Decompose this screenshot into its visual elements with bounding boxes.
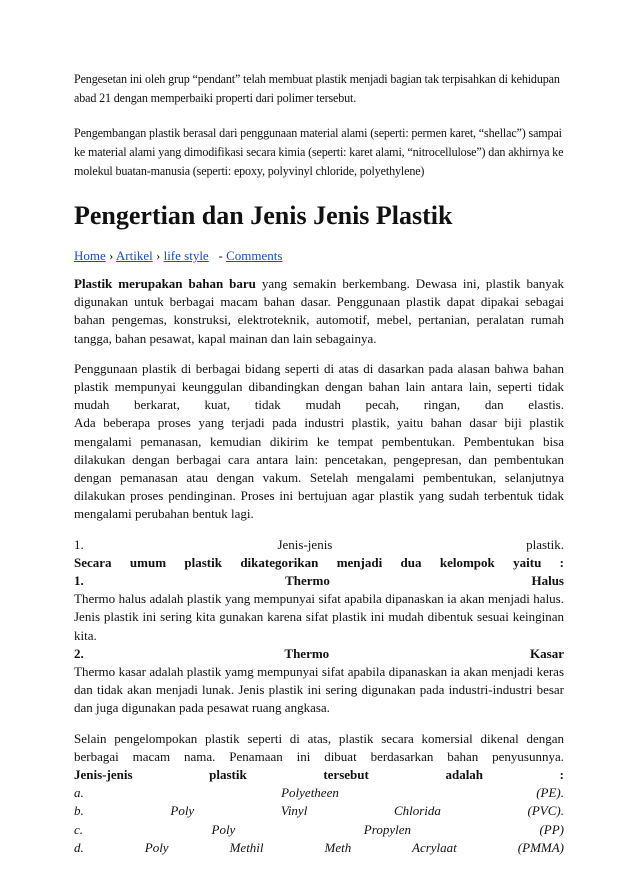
article-body xyxy=(74,275,564,869)
thermo-kasar-heading: 2. Thermo Kasar xyxy=(74,645,564,661)
paragraph-text: yang semakin berkembang. Dewasa ini, plastik banyak digunakan untuk berbagai macam bahan dasar. Penggunaan plastik dapat dipakai sebagai bahan pengemas, konstruksi, elektroteknik, automotif, mebel, pertanian, peralatan rumah tangga, bahan pesawat, kapal mainan dan lain sebagainya. xyxy=(74,276,564,346)
intro-paragraph-1: Pengesetan ini oleh grup “pendant” telah membuat plastik menjadi bagian tak terpisahkan di kehidupan abad 21 dengan memperbaiki properti dari polimer tersebut. xyxy=(74,72,560,105)
plastic-list-heading: Jenis-jenis plastik tersebut adalah : xyxy=(74,767,564,783)
categories-intro-line: Secara umum plastik dikategorikan menjadi dua kelompok yaitu : xyxy=(74,554,564,570)
paragraph-text: Ada beberapa proses yang terjadi pada industri plastik, yaitu bahan dasar biji plastik mengalami pemanasan, kemudian dikirim ke tempat pembentukan. Pembentukan bisa dilakukan dengan berbagai cara antara lain: pencetakan, pengepresan, dan pembentukan dengan pemanasan atau dengan vakum. Setelah mengalami pembentukan, selanjutnya dilakukan proses pendinginan. Proses ini bertujuan agar plastik yang sudah terbentuk tidak mengalami perubahan bentuk lagi. xyxy=(74,415,564,522)
lead-bold-text: Plastik merupakan bahan baru xyxy=(74,276,256,291)
breadcrumb xyxy=(74,247,282,265)
breadcrumb-separator: › xyxy=(105,248,116,263)
commercial-names-section xyxy=(74,730,564,857)
thermo-halus-heading: 1. Thermo Halus xyxy=(74,573,564,589)
types-heading-line: 1. Jenis-jenis plastik. xyxy=(74,536,564,552)
article-paragraph-2 xyxy=(74,360,564,524)
article-paragraph-1 xyxy=(74,275,564,348)
comments-link[interactable]: Comments xyxy=(226,248,283,263)
breadcrumb-separator: › xyxy=(152,248,164,263)
breadcrumb-artikel-link[interactable]: Artikel xyxy=(115,248,153,263)
list-item: a. Polyetheen (PE). xyxy=(74,785,564,801)
thermo-halus-text: Thermo halus adalah plastik yang mempunyai sifat apabila dipanaskan ia akan menjadi halus. Jenis plastik ini sering kita gunakan karena sifat plastik ini mudah dibentuk sesuai keinginan kita. xyxy=(74,591,564,643)
intro-section xyxy=(74,70,564,197)
list-item: c. Poly Propylen (PP) xyxy=(74,821,564,837)
list-item: b. Poly Vinyl Chlorida (PVC). xyxy=(74,803,564,819)
thermo-kasar-text: Thermo kasar adalah plastik yamg mempunyai sifat apabila dipanaskan ia akan menjadi keras dan tidak akan menjadi lunak. Jenis plastik ini sering digunakan pada industri-industri besar dan juga digunakan pada pesawat ruang angkasa. xyxy=(74,664,564,716)
breadcrumb-dash: - xyxy=(208,248,227,263)
breadcrumb-life-style-link[interactable]: life style xyxy=(163,248,209,263)
intro-paragraph-2: Pengembangan plastik berasal dari penggunaan material alami (seperti: permen karet, “shellac”) sampai ke material alami yang dimodifikasi secara kimia (seperti: karet alami, “nitrocellulose”) dan akhirnya ke molekul buatan-manusia (seperti: epoxy, polyvinyl chloride, polyethylene) xyxy=(74,126,564,178)
breadcrumb-home-link[interactable]: Home xyxy=(74,248,106,263)
paragraph-text: Penggunaan plastik di berbagai bidang seperti di atas di dasarkan pada alasan bahwa bahan plastik mempunyai keunggulan dibandingkan dengan bahan lain antara lain, seperti tidak mudah berkarat, kuat, tidak mudah pecah, ringan, dan elastis. xyxy=(74,360,564,413)
plastic-types-section xyxy=(74,536,564,718)
list-item: d. Poly Methil Meth Acrylaat (PMMA) xyxy=(74,839,564,855)
article-title: Pengertian dan Jenis Jenis Plastik xyxy=(74,201,453,230)
commercial-names-text: Selain pengelompokan plastik seperti di atas, plastik secara komersial dikenal dengan berbagai macam nama. Penamaan ini dibuat berdasarkan bahan penyusunnya. xyxy=(74,730,564,764)
